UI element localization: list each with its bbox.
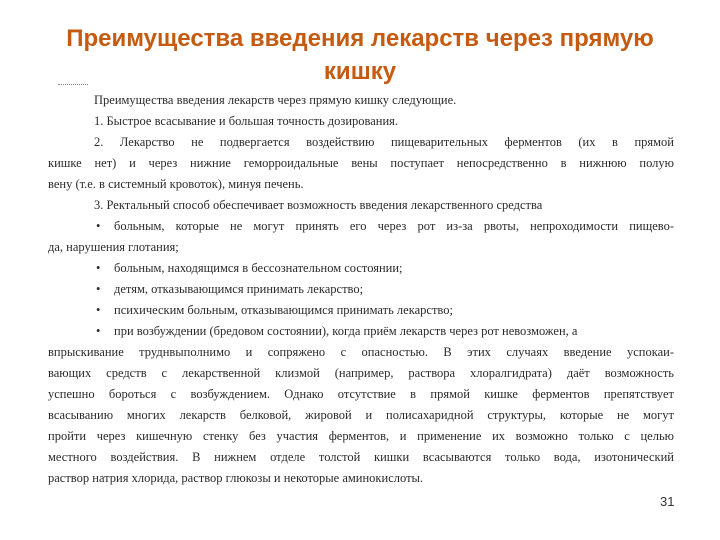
text-line: Преимущества введения лекарств через прямую кишку следующие. xyxy=(94,93,457,107)
bullet-icon: • xyxy=(96,282,101,296)
bullet-icon: • xyxy=(96,219,101,233)
text-line: при возбуждении (бредовом состоянии), когда приём лекарств через рот невозможен, а xyxy=(114,324,578,338)
text-line: успешно бороться с возбуждением. Однако отсутствие в прямой кишке ферментов препятствует xyxy=(48,387,674,401)
bullet-item xyxy=(96,323,674,341)
text-line: пройти через кишечную стенку без участия ферментов, и применение их возможно только с целью xyxy=(48,429,674,443)
scanned-text-image xyxy=(48,84,674,484)
text-line: местного воздействия. В нижнем отделе толстой кишки всасываются только вода, изотонический xyxy=(48,450,674,464)
text-line: 3. Ректальный способ обеспечивает возможность введения лекарственного средства xyxy=(94,198,543,212)
text-line: вающих средств с лекарственной клизмой (например, раствора хлоралгидрата) даёт возможность xyxy=(48,366,674,380)
text-line: да, нарушения глотания; xyxy=(48,240,179,254)
text-line: раствор натрия хлорида, раствор глюкозы и некоторые аминокислоты. xyxy=(48,471,424,485)
text-line: 2. Лекарство не подвергается воздействию пищеварительных ферментов (их в прямой xyxy=(94,135,674,149)
bullet-icon: • xyxy=(96,324,101,338)
text-line: психическим больным, отказывающимся принимать лекарство; xyxy=(114,303,453,317)
bullet-item xyxy=(96,302,674,320)
slide-title: Преимущества введения лекарств через прямую кишку xyxy=(66,25,654,85)
text-line: детям, отказывающимся принимать лекарство; xyxy=(114,282,364,296)
bullet-item xyxy=(96,260,674,278)
text-line: 1. Быстрое всасывание и большая точность дозирования. xyxy=(94,114,399,128)
text-line: больным, находящимся в бессознательном состоянии; xyxy=(114,261,403,275)
text-line: вену (т.е. в системный кровоток), минуя печень. xyxy=(48,177,304,191)
bullet-item xyxy=(96,218,674,236)
bullet-icon: • xyxy=(96,261,101,275)
text-line: больным, которые не могут принять его через рот из-за рвоты, непроходимости пищево- xyxy=(114,219,674,233)
text-line: впрыскивание труднвыполнимо и сопряжено с опасностью. В этих случаях введение успокаи- xyxy=(48,345,674,359)
scan-artifact xyxy=(58,84,88,89)
text-line: всасыванию многих лекарств белковой, жировой и полисахаридной структуры, которые не могут xyxy=(48,408,674,422)
text-line: кишке нет) и через нижние геморроидальные вены поступает непосредственно в нижнюю полую xyxy=(48,156,674,170)
bullet-item xyxy=(96,281,674,299)
page-number: 31 xyxy=(660,494,675,509)
bullet-icon: • xyxy=(96,303,101,317)
